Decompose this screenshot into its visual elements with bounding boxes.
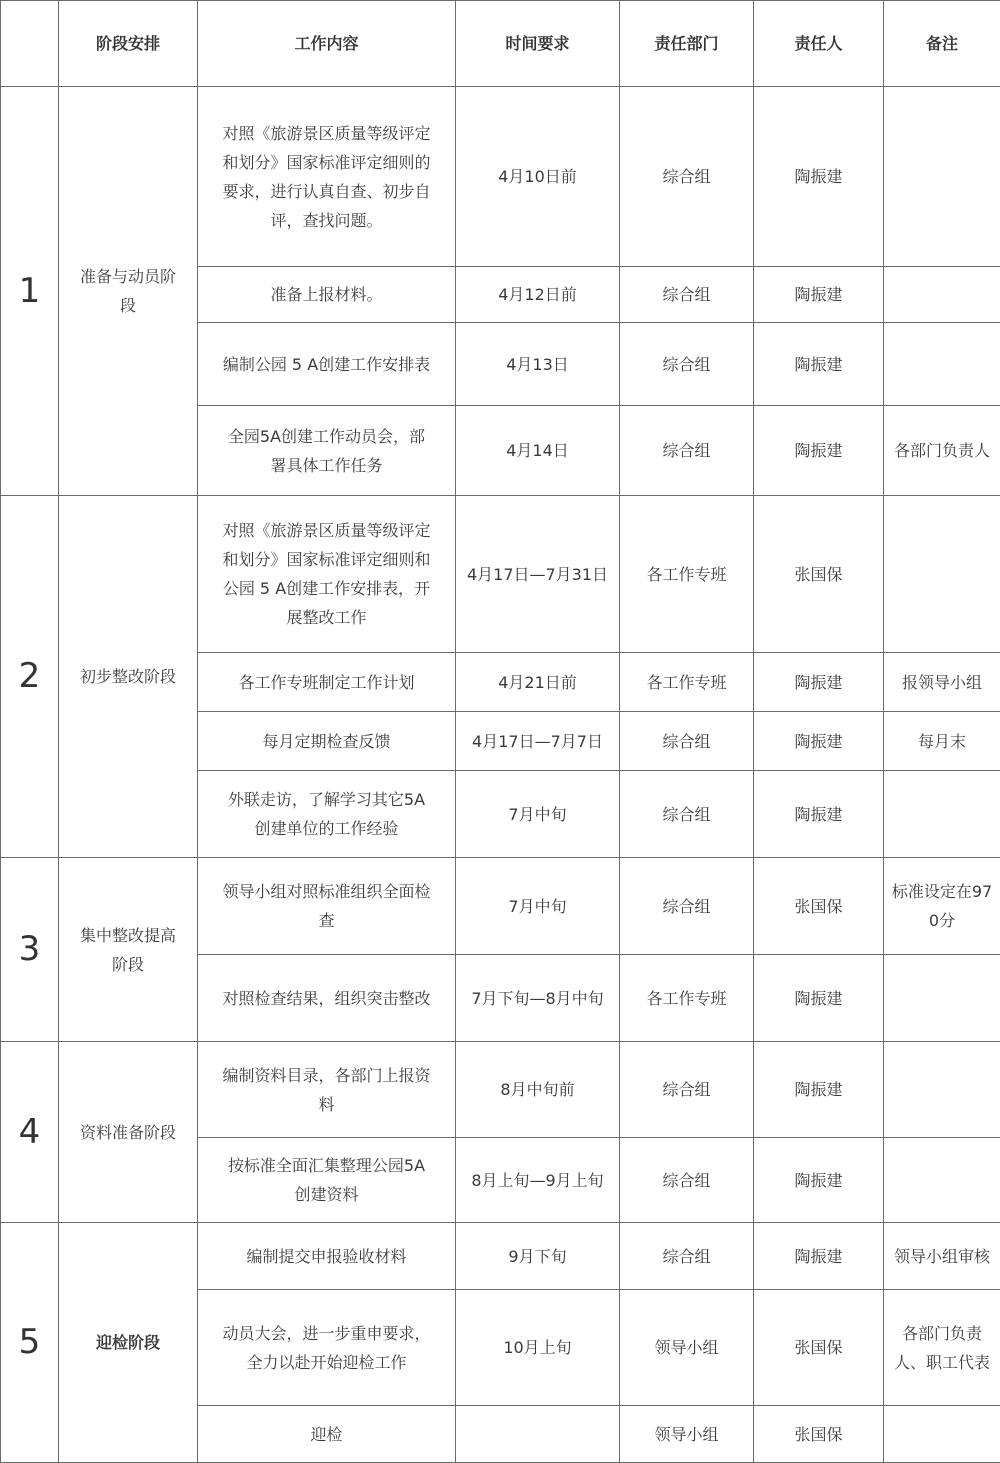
responsible-person: 陶振建 bbox=[754, 406, 884, 496]
remark bbox=[884, 1406, 1000, 1463]
work-content: 对照检查结果，组织突击整改 bbox=[198, 955, 456, 1042]
table-row bbox=[1, 1223, 1000, 1290]
responsible-dept: 综合组 bbox=[620, 1223, 754, 1290]
time-requirement: 7月下旬—8月中旬 bbox=[456, 955, 620, 1042]
work-content: 按标准全面汇集整理公园5A创建资料 bbox=[198, 1138, 456, 1223]
responsible-dept: 领导小组 bbox=[620, 1290, 754, 1406]
responsible-dept: 综合组 bbox=[620, 1138, 754, 1223]
time-requirement: 4月17日—7月7日 bbox=[456, 712, 620, 771]
time-requirement: 9月下旬 bbox=[456, 1223, 620, 1290]
remark bbox=[884, 1042, 1000, 1138]
remark bbox=[884, 955, 1000, 1042]
time-requirement: 4月14日 bbox=[456, 406, 620, 496]
table-row bbox=[1, 496, 1000, 653]
header-person: 责任人 bbox=[754, 1, 884, 87]
remark bbox=[884, 1138, 1000, 1223]
work-content: 编制资料目录，各部门上报资料 bbox=[198, 1042, 456, 1138]
header-row bbox=[1, 1, 1000, 87]
time-requirement: 8月中旬前 bbox=[456, 1042, 620, 1138]
stage-number: 1 bbox=[1, 87, 59, 496]
responsible-dept: 综合组 bbox=[620, 712, 754, 771]
responsible-person: 陶振建 bbox=[754, 712, 884, 771]
responsible-person: 陶振建 bbox=[754, 653, 884, 712]
responsible-person: 陶振建 bbox=[754, 955, 884, 1042]
responsible-dept: 综合组 bbox=[620, 771, 754, 858]
time-requirement: 10月上旬 bbox=[456, 1290, 620, 1406]
responsible-dept: 综合组 bbox=[620, 267, 754, 323]
remark: 每月末 bbox=[884, 712, 1000, 771]
time-requirement: 4月13日 bbox=[456, 323, 620, 406]
responsible-person: 陶振建 bbox=[754, 267, 884, 323]
time-requirement: 7月中旬 bbox=[456, 771, 620, 858]
remark: 报领导小组 bbox=[884, 653, 1000, 712]
stage-name: 初步整改阶段 bbox=[59, 496, 198, 858]
responsible-dept: 综合组 bbox=[620, 858, 754, 955]
responsible-dept: 各工作专班 bbox=[620, 496, 754, 653]
responsible-dept: 综合组 bbox=[620, 323, 754, 406]
time-requirement: 4月17日—7月31日 bbox=[456, 496, 620, 653]
responsible-dept: 各工作专班 bbox=[620, 955, 754, 1042]
remark: 领导小组审核 bbox=[884, 1223, 1000, 1290]
remark bbox=[884, 267, 1000, 323]
responsible-person: 陶振建 bbox=[754, 1223, 884, 1290]
remark: 各部门负责人 bbox=[884, 406, 1000, 496]
work-content: 全园5A创建工作动员会，部署具体工作任务 bbox=[198, 406, 456, 496]
responsible-person: 张国保 bbox=[754, 858, 884, 955]
remark bbox=[884, 87, 1000, 267]
responsible-person: 张国保 bbox=[754, 1406, 884, 1463]
header-remark: 备注 bbox=[884, 1, 1000, 87]
stage-name: 迎检阶段 bbox=[59, 1223, 198, 1463]
table-row bbox=[1, 858, 1000, 955]
stage-name: 集中整改提高阶段 bbox=[59, 858, 198, 1042]
work-content: 编制公园 5 A创建工作安排表 bbox=[198, 323, 456, 406]
work-content: 各工作专班制定工作计划 bbox=[198, 653, 456, 712]
work-content: 动员大会，进一步重申要求，全力以赴开始迎检工作 bbox=[198, 1290, 456, 1406]
remark bbox=[884, 496, 1000, 653]
stage-number: 2 bbox=[1, 496, 59, 858]
header-dept: 责任部门 bbox=[620, 1, 754, 87]
responsible-person: 陶振建 bbox=[754, 771, 884, 858]
stage-number: 5 bbox=[1, 1223, 59, 1463]
stage-name: 资料准备阶段 bbox=[59, 1042, 198, 1223]
time-requirement: 4月12日前 bbox=[456, 267, 620, 323]
remark: 各部门负责人、职工代表 bbox=[884, 1290, 1000, 1406]
responsible-dept: 领导小组 bbox=[620, 1406, 754, 1463]
table-row bbox=[1, 1042, 1000, 1138]
work-content: 领导小组对照标准组织全面检查 bbox=[198, 858, 456, 955]
stage-number: 4 bbox=[1, 1042, 59, 1223]
work-content: 迎检 bbox=[198, 1406, 456, 1463]
responsible-dept: 综合组 bbox=[620, 406, 754, 496]
responsible-person: 陶振建 bbox=[754, 1042, 884, 1138]
responsible-dept: 综合组 bbox=[620, 1042, 754, 1138]
work-content: 编制提交申报验收材料 bbox=[198, 1223, 456, 1290]
responsible-person: 陶振建 bbox=[754, 87, 884, 267]
work-content: 外联走访，了解学习其它5A创建单位的工作经验 bbox=[198, 771, 456, 858]
stage-number: 3 bbox=[1, 858, 59, 1042]
responsible-person: 张国保 bbox=[754, 1290, 884, 1406]
header-phase: 阶段安排 bbox=[59, 1, 198, 87]
time-requirement: 7月中旬 bbox=[456, 858, 620, 955]
responsible-person: 陶振建 bbox=[754, 1138, 884, 1223]
work-content: 对照《旅游景区质量等级评定和划分》国家标准评定细则的要求，进行认真自查、初步自评，查找问题。 bbox=[198, 87, 456, 267]
responsible-dept: 各工作专班 bbox=[620, 653, 754, 712]
time-requirement: 4月21日前 bbox=[456, 653, 620, 712]
stage-name: 准备与动员阶段 bbox=[59, 87, 198, 496]
time-requirement: 4月10日前 bbox=[456, 87, 620, 267]
time-requirement bbox=[456, 1406, 620, 1463]
remark: 标准设定在970分 bbox=[884, 858, 1000, 955]
work-content: 每月定期检查反馈 bbox=[198, 712, 456, 771]
responsible-person: 张国保 bbox=[754, 496, 884, 653]
remark bbox=[884, 771, 1000, 858]
header-time: 时间要求 bbox=[456, 1, 620, 87]
header-no bbox=[1, 1, 59, 87]
remark bbox=[884, 323, 1000, 406]
work-content: 对照《旅游景区质量等级评定和划分》国家标准评定细则和公园 5 A创建工作安排表，开展整改工作 bbox=[198, 496, 456, 653]
time-requirement: 8月上旬—9月上旬 bbox=[456, 1138, 620, 1223]
responsible-person: 陶振建 bbox=[754, 323, 884, 406]
header-content: 工作内容 bbox=[198, 1, 456, 87]
work-content: 准备上报材料。 bbox=[198, 267, 456, 323]
table-row bbox=[1, 87, 1000, 267]
responsible-dept: 综合组 bbox=[620, 87, 754, 267]
